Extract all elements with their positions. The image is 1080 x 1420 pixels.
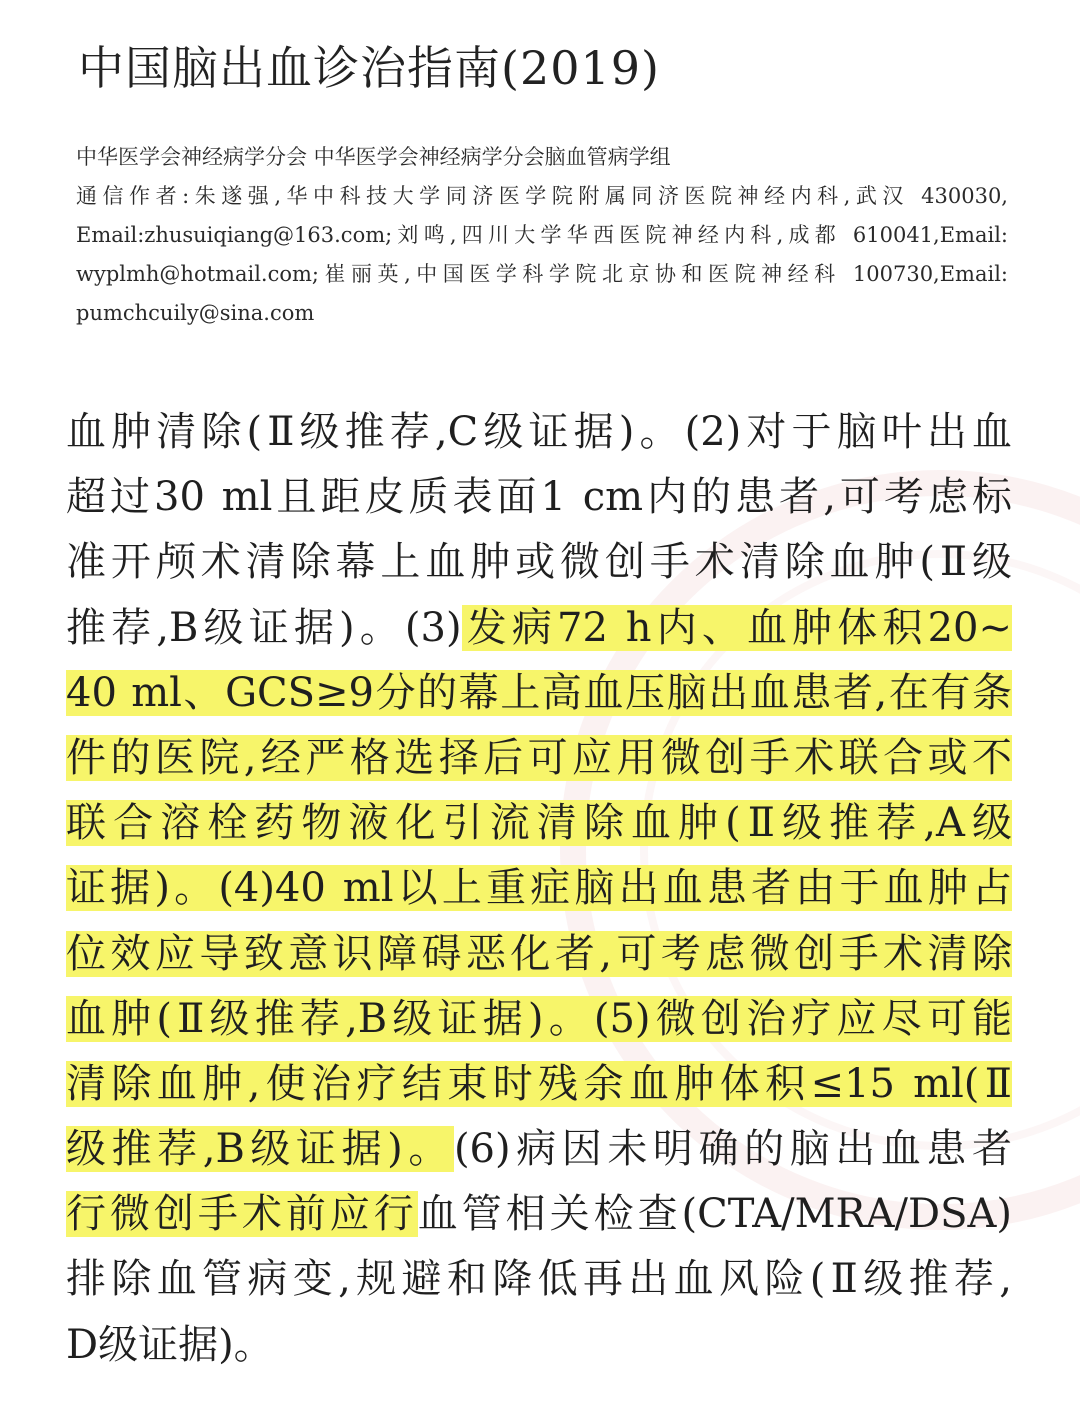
body-line bbox=[66, 987, 1012, 1052]
highlighted-text: 行微创手术前应行 bbox=[66, 1191, 418, 1238]
highlighted-text: 件的医院,经严格选择后可应用微创手术联合或不 bbox=[66, 734, 1012, 781]
body-line bbox=[66, 530, 1012, 595]
body-line bbox=[66, 922, 1012, 987]
body-line bbox=[66, 465, 1012, 530]
body-line bbox=[66, 726, 1012, 791]
body-text-segment: D级证据)。 bbox=[66, 1321, 274, 1368]
highlighted-text: 清除血肿,使治疗结束时残余血肿体积≤15 ml(Ⅱ bbox=[66, 1060, 1012, 1107]
body-line bbox=[66, 856, 1012, 921]
body-text-segment: 准开颅术清除幕上血肿或微创手术清除血肿(Ⅱ级 bbox=[66, 539, 1012, 586]
organization-line: 中华医学会神经病学分会 中华医学会神经病学分会脑血管病学组 bbox=[76, 145, 671, 169]
highlighted-text: 联合溶栓药物液化引流清除血肿(Ⅱ级推荐,A级 bbox=[66, 800, 1012, 847]
body-line bbox=[66, 661, 1012, 726]
body-line bbox=[66, 596, 1012, 661]
highlighted-text: 证据)。(4)40 ml以上重症脑出血患者由于血肿占 bbox=[66, 865, 1012, 912]
body-line bbox=[66, 791, 1012, 856]
body-text-segment: 血肿清除(Ⅱ级推荐,C级证据)。(2)对于脑叶出血 bbox=[66, 409, 1012, 455]
body-line bbox=[66, 1182, 1012, 1247]
body-line bbox=[66, 1117, 1012, 1182]
highlighted-text: 位效应导致意识障碍恶化者,可考虑微创手术清除 bbox=[66, 930, 1012, 977]
body-text-segment: 超过30 ml且距皮质表面1 cm内的患者,可考虑标 bbox=[66, 474, 1012, 521]
contact-line: 通信作者:朱遂强,华中科技大学同济医学院附属同济医院神经内科,武汉 430030, bbox=[76, 184, 1008, 208]
contact-line: wyplmh@hotmail.com;崔丽英,中国医学科学院北京协和医院神经科 100730,Email: bbox=[76, 262, 1008, 286]
contact-line: pumchcuily@sina.com bbox=[76, 301, 315, 325]
contact-line: Email:zhusuiqiang@163.com;刘鸣,四川大学华西医院神经内科,成都 610041,Email: bbox=[76, 223, 1008, 247]
highlighted-text: 40 ml、GCS≥9分的幕上高血压脑出血患者,在有条 bbox=[66, 669, 1012, 716]
body-line bbox=[66, 1247, 1012, 1312]
body-text-segment: (6)病因未明确的脑出血患者 bbox=[453, 1126, 1012, 1173]
document-title: 中国脑出血诊治指南(2019) bbox=[78, 41, 660, 95]
body-line bbox=[66, 1052, 1012, 1117]
body-text-segment: 推荐,B级证据)。(3) bbox=[66, 604, 462, 651]
highlighted-text: 发病72 h内、血肿体积20~ bbox=[461, 604, 1012, 651]
body-line bbox=[66, 400, 1012, 465]
body-text bbox=[66, 400, 1012, 1378]
body-line bbox=[66, 1313, 1012, 1378]
highlighted-text: 级推荐,B级证据)。 bbox=[66, 1126, 454, 1173]
highlighted-text: 血肿(Ⅱ级推荐,B级证据)。(5)微创治疗应尽可能 bbox=[66, 995, 1012, 1042]
body-text-segment: 排除血管病变,规避和降低再出血风险(Ⅱ级推荐, bbox=[66, 1256, 1012, 1303]
body-text-segment: 血管相关检查(CTA/MRA/DSA) bbox=[417, 1191, 1012, 1238]
author-meta bbox=[76, 138, 1008, 333]
